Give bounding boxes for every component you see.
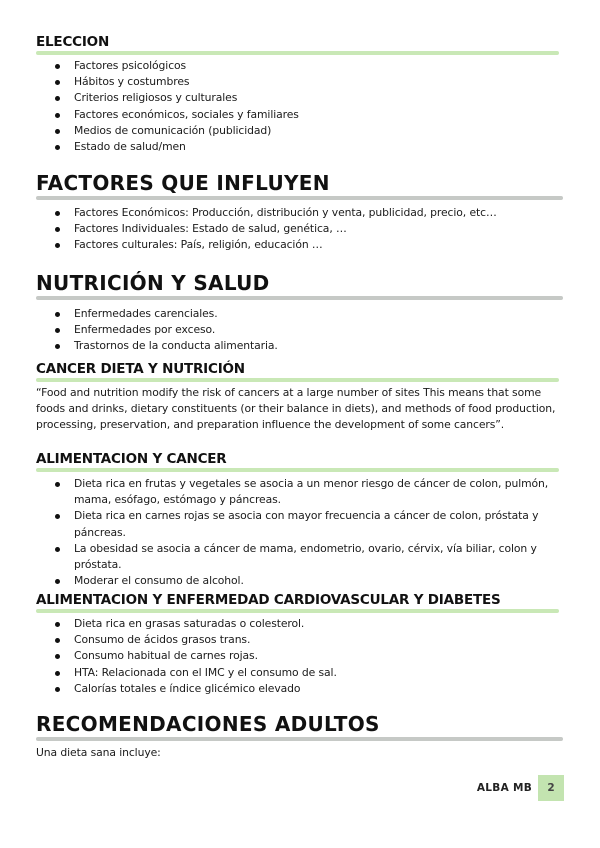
list-item: Criterios religiosos y culturales	[36, 90, 576, 106]
section-heading-nutricion: NUTRICIÓN Y SALUD	[36, 271, 270, 295]
list-alimentacion-cancer	[36, 476, 566, 589]
section-heading-alimentacion-cardio: ALIMENTACION Y ENFERMEDAD CARDIOVASCULAR Y DIABETES	[36, 592, 501, 608]
list-item: Enfermedades por exceso.	[36, 322, 576, 338]
list-alimentacion-cardio	[36, 616, 576, 697]
list-item: Consumo de ácidos grasos trans.	[36, 632, 576, 648]
heading-underline	[36, 378, 559, 382]
heading-underline	[36, 609, 559, 613]
quote-paragraph: “Food and nutrition modify the risk of cancers at a large number of sites This means that some foods and drinks, dietary constituents (or their balance in diets), and methods of food production, processing, preservation, and preparation influence the development of some cancers”.	[36, 386, 556, 432]
list-item: Factores Económicos: Producción, distribución y venta, publicidad, precio, etc…	[36, 205, 576, 221]
heading-underline	[36, 196, 563, 200]
list-item: Dieta rica en frutas y vegetales se asocia a un menor riesgo de cáncer de colon, pulmón, mama, esófago, estómago y páncreas.	[36, 476, 566, 508]
heading-underline	[36, 296, 563, 300]
page-number-badge: 2	[538, 775, 564, 801]
list-item: La obesidad se asocia a cáncer de mama, endometrio, ovario, cérvix, vía biliar, colon y próstata.	[36, 541, 566, 573]
list-item: Medios de comunicación (publicidad)	[36, 123, 576, 139]
section-heading-alimentacion-cancer: ALIMENTACION Y CANCER	[36, 451, 227, 467]
list-item: Moderar el consumo de alcohol.	[36, 573, 566, 589]
list-eleccion	[36, 58, 576, 155]
list-item: Consumo habitual de carnes rojas.	[36, 648, 576, 664]
heading-underline	[36, 51, 559, 55]
section-heading-recomendaciones: RECOMENDACIONES ADULTOS	[36, 712, 380, 736]
section-heading-factores: FACTORES QUE INFLUYEN	[36, 171, 330, 195]
heading-underline	[36, 737, 563, 741]
list-item: HTA: Relacionada con el IMC y el consumo de sal.	[36, 665, 576, 681]
list-item: Factores económicos, sociales y familiares	[36, 107, 576, 123]
heading-underline	[36, 468, 559, 472]
list-item: Trastornos de la conducta alimentaria.	[36, 338, 576, 354]
intro-paragraph: Una dieta sana incluye:	[36, 746, 161, 759]
list-item: Calorías totales e índice glicémico elevado	[36, 681, 576, 697]
section-heading-cancer-dieta: CANCER DIETA Y NUTRICIÓN	[36, 361, 245, 377]
list-item: Dieta rica en grasas saturadas o colesterol.	[36, 616, 576, 632]
list-item: Factores psicológicos	[36, 58, 576, 74]
list-item: Dieta rica en carnes rojas se asocia con mayor frecuencia a cáncer de colon, próstata y páncreas.	[36, 508, 566, 540]
list-item: Enfermedades carenciales.	[36, 306, 576, 322]
list-item: Factores culturales: País, religión, educación …	[36, 237, 576, 253]
footer-author: ALBA MB	[476, 782, 532, 794]
list-nutricion	[36, 306, 576, 355]
list-factores	[36, 205, 576, 254]
list-item: Hábitos y costumbres	[36, 74, 576, 90]
section-heading-eleccion: ELECCION	[36, 34, 110, 50]
list-item: Estado de salud/men	[36, 139, 576, 155]
list-item: Factores Individuales: Estado de salud, genética, …	[36, 221, 576, 237]
